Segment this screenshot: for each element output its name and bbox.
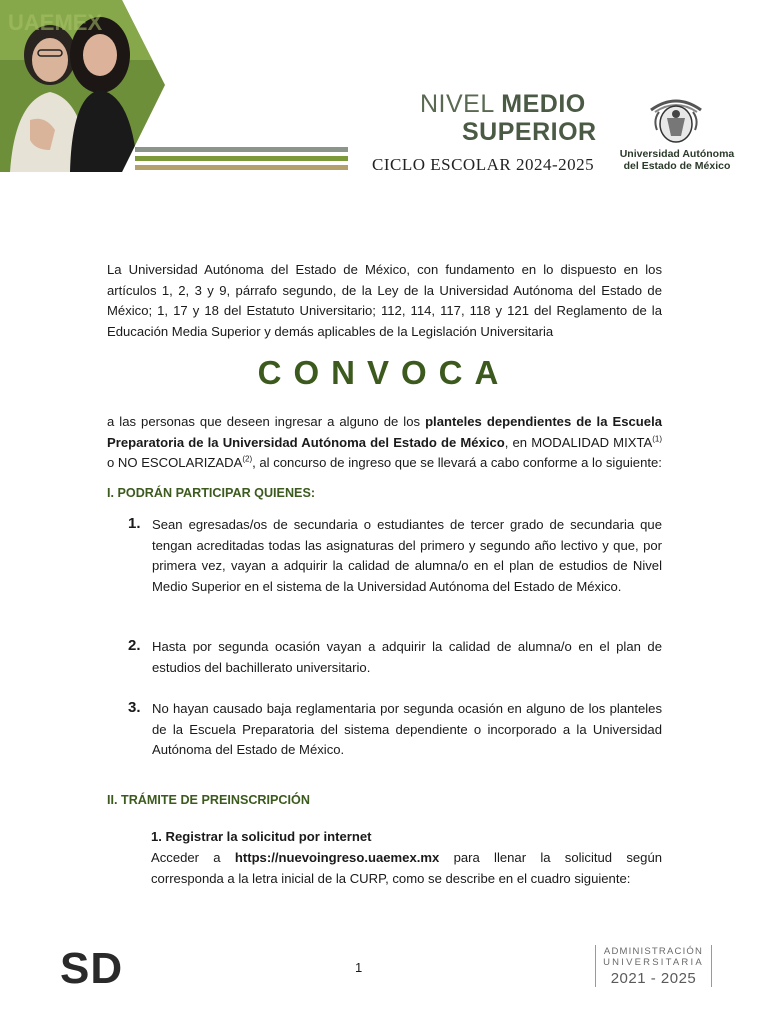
list-item-text: Sean egresadas/os de secundaria o estudiantes de tercer grado de secundaria que tengan acreditadas todas las asignaturas del primero y segundo año lectivo y que, por primera vez, vayan a adquirir la calidad de alumna/o en el plan de estudios de Nivel Medio Superior en el sistema de la Universidad Autónoma del Estado de México.	[152, 517, 662, 594]
subsection-heading: 1. Registrar la solicitud por internet	[151, 829, 372, 844]
title-line-1	[420, 90, 586, 119]
title-word-bold: MEDIO	[501, 90, 586, 118]
intro-paragraph: La Universidad Autónoma del Estado de México, con fundamento en lo dispuesto en los artículos 1, 2, 3 y 9, párrafo segundo, de la Ley de la Universidad Autónoma del Estado de México; 1, 17 y 18 del Estatuto Universitario; 112, 114, 117, 118 y 121 del Reglamento de la Educación Media Superior y demás aplicables de la Legislación Universitaria	[107, 262, 662, 339]
university-name-line-1: Universidad Autónoma	[619, 148, 735, 160]
registration-text-2: para llenar la solicitud según corresponda a la letra inicial de la CURP, como se describe en el cuadro siguiente:	[151, 850, 663, 886]
title-line-2: SUPERIOR	[462, 118, 597, 146]
university-name	[612, 148, 742, 172]
page-number: 1	[355, 960, 363, 975]
section-2-heading: II. TRÁMITE DE PREINSCRIPCIÓN	[107, 793, 310, 807]
convoca-heading: CONVOCA	[257, 354, 511, 391]
stripe-gray	[135, 147, 348, 152]
invite-bold-schools: planteles dependientes de la Escuela Preparatoria de la Universidad Autónoma del Estado de México	[107, 414, 662, 450]
school-cycle: CICLO ESCOLAR 2024-2025	[372, 155, 595, 174]
footnote-ref-2: (2)	[242, 454, 253, 464]
footnote-ref-1: (1)	[652, 434, 662, 444]
registration-text-1: Acceder a	[151, 850, 235, 865]
banner-text: UAEMEX	[8, 10, 103, 35]
section-1-heading: I. PODRÁN PARTICIPAR QUIENES:	[107, 486, 316, 500]
admin-years: 2021 - 2025	[610, 970, 697, 987]
invite-text-3: o NO ESCOLARIZADA	[107, 455, 243, 470]
list-item-number: 2.	[128, 637, 141, 654]
university-seal-icon	[645, 90, 707, 148]
list-item-text: No hayan causado baja reglamentaria por segunda ocasión en alguno de los planteles de la Escuela Preparatoria del sistema dependiente o incorporado a la Universidad Autónoma del Estado de México.	[152, 701, 662, 757]
admin-line-1: ADMINISTRACIÓN	[603, 946, 704, 957]
title-word-regular: NIVEL	[420, 90, 494, 118]
university-name-line-2: del Estado de México	[623, 160, 731, 172]
invite-text-4: , al concurso de ingreso que se llevará a cabo conforme a lo siguiente:	[252, 455, 662, 470]
registration-url-link[interactable]: https://nuevoingreso.uaemex.mx	[234, 850, 440, 865]
stripe-gold	[135, 165, 348, 170]
invite-text-2: , en MODALIDAD MIXTA	[504, 434, 653, 450]
admin-line-2: UNIVERSITARIA	[603, 957, 704, 968]
invite-text-1: a las personas que deseen ingresar a alguno de los	[107, 414, 426, 429]
sd-logo: SD	[60, 944, 124, 993]
invitation-paragraph	[107, 412, 662, 474]
header-stripes	[135, 147, 350, 177]
stripe-green	[135, 156, 348, 161]
list-item-number: 3.	[128, 699, 141, 716]
list-item-number: 1.	[128, 515, 141, 532]
registration-paragraph	[151, 848, 662, 889]
administration-logo	[595, 945, 712, 987]
list-item-text: Hasta por segunda ocasión vayan a adquirir la calidad de alumna/o en el plan de estudios del bachillerato universitario.	[152, 639, 662, 675]
